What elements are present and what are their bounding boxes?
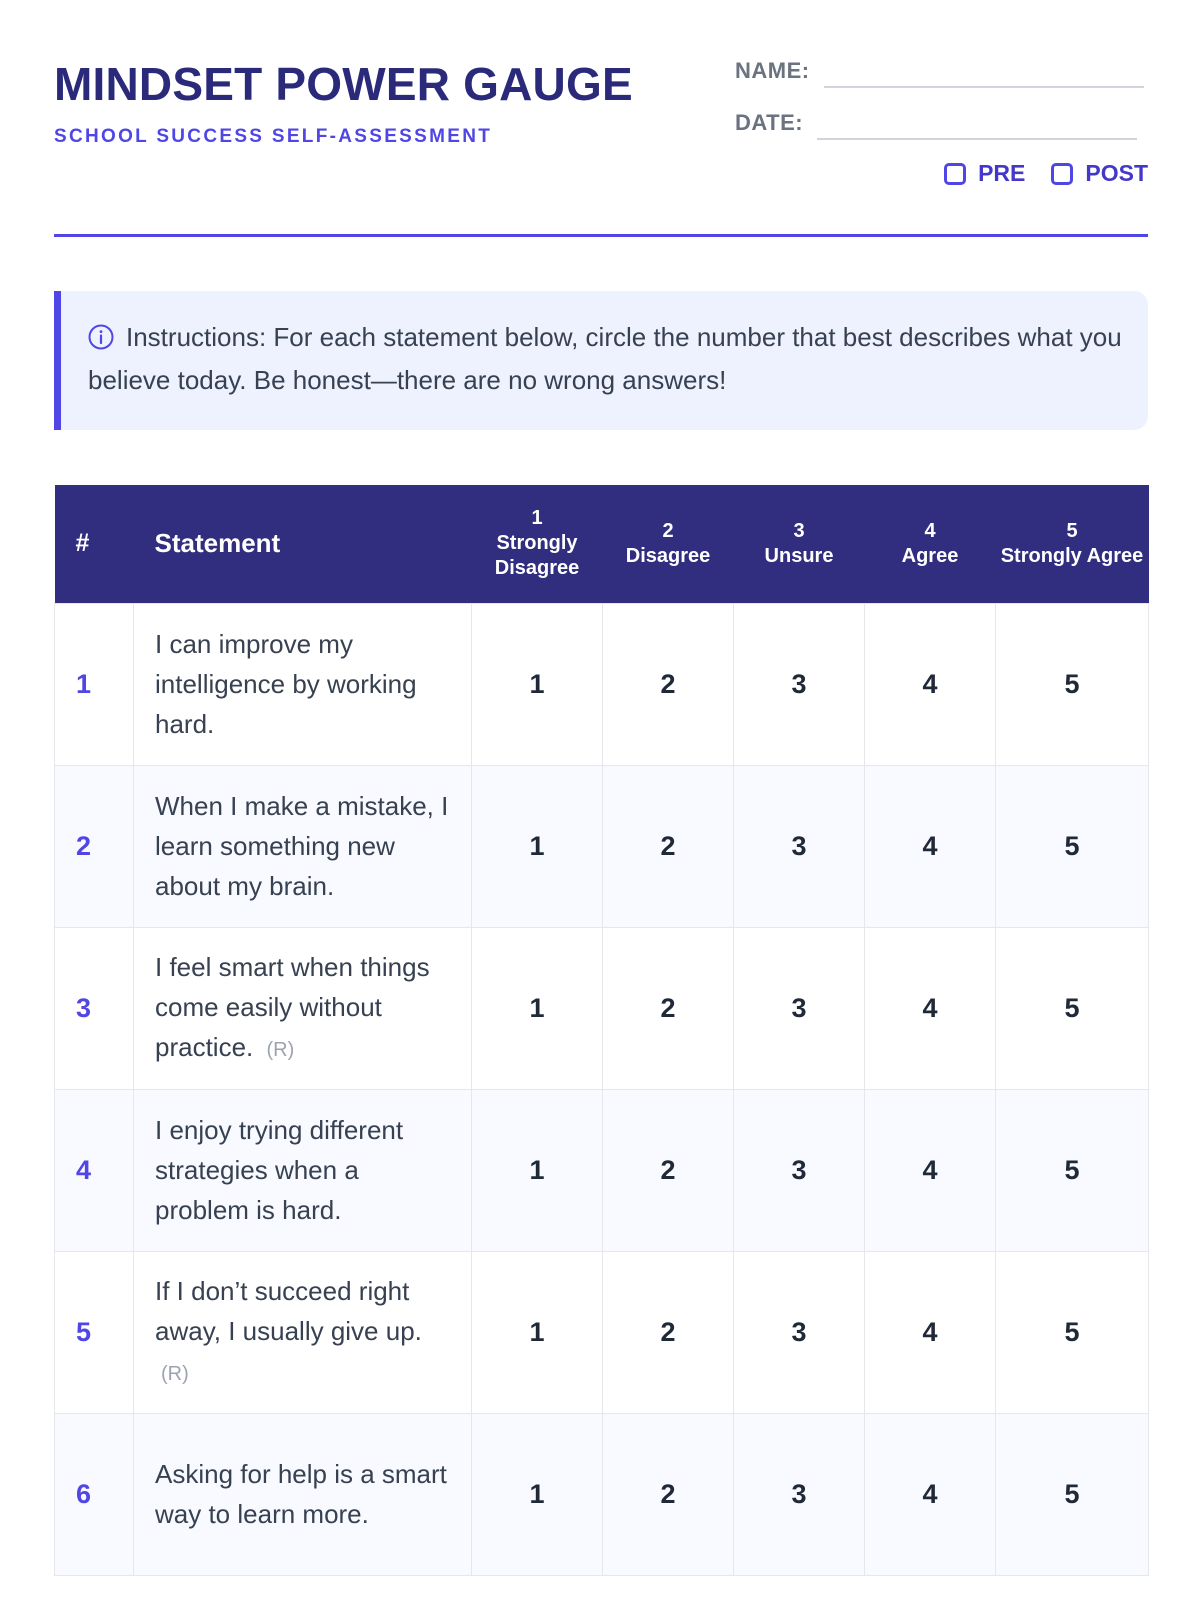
pre-checkbox-label: PRE [978, 160, 1026, 186]
name-field-row [735, 58, 1144, 84]
rating-option-2[interactable]: 2 [603, 603, 734, 765]
header-scale-2 [603, 485, 734, 603]
row-number: 5 [55, 1251, 134, 1413]
table-row [55, 765, 1149, 927]
rating-option-1[interactable]: 1 [472, 1413, 603, 1575]
page-subtitle: SCHOOL SUCCESS SELF-ASSESSMENT [54, 126, 493, 147]
instructions-box [54, 291, 1148, 430]
rating-option-4[interactable]: 4 [865, 1413, 996, 1575]
rating-option-1[interactable]: 1 [472, 1251, 603, 1413]
row-number: 4 [55, 1089, 134, 1251]
table-row [55, 1413, 1149, 1575]
date-label: DATE: [735, 110, 804, 135]
row-statement: I enjoy trying different strategies when a problem is hard. [155, 1115, 404, 1225]
rating-option-2[interactable]: 2 [603, 927, 734, 1089]
header [54, 0, 1148, 238]
table-row [55, 1251, 1149, 1413]
rating-option-3[interactable]: 3 [734, 765, 865, 927]
row-number: 3 [55, 927, 134, 1089]
instructions-text: Instructions: For each statement below, circle the number that best describes what you believe today. Be honest—there are no wrong answers! [88, 322, 1122, 395]
post-checkbox[interactable] [1051, 160, 1148, 187]
scale-value: 1 [531, 507, 543, 530]
rating-option-5[interactable]: 5 [996, 927, 1149, 1089]
rating-option-4[interactable]: 4 [865, 765, 996, 927]
scale-value: 3 [793, 519, 805, 542]
table-row [55, 927, 1149, 1089]
info-circle-icon [88, 324, 114, 350]
reverse-scored-marker: (R) [266, 1038, 295, 1061]
date-field-row [735, 110, 1137, 136]
post-checkbox-label: POST [1085, 160, 1148, 186]
table-header [55, 485, 1149, 603]
rating-option-3[interactable]: 3 [734, 1089, 865, 1251]
rating-option-4[interactable]: 4 [865, 1251, 996, 1413]
row-statement-cell [134, 927, 472, 1089]
rating-option-2[interactable]: 2 [603, 1251, 734, 1413]
row-number: 2 [55, 765, 134, 927]
header-number: # [75, 529, 90, 558]
row-statement-cell [134, 765, 472, 927]
row-statement: Asking for help is a smart way to learn more. [155, 1459, 447, 1529]
rating-option-2[interactable]: 2 [603, 765, 734, 927]
rating-option-5[interactable]: 5 [996, 1251, 1149, 1413]
row-number: 6 [55, 1413, 134, 1575]
rating-option-5[interactable]: 5 [996, 1413, 1149, 1575]
header-scale-5 [996, 485, 1149, 603]
rating-option-3[interactable]: 3 [734, 1251, 865, 1413]
pre-checkbox[interactable] [944, 160, 1025, 187]
row-statement-cell [134, 1251, 472, 1413]
rating-option-4[interactable]: 4 [865, 603, 996, 765]
name-label: NAME: [735, 58, 810, 83]
rating-option-3[interactable]: 3 [734, 603, 865, 765]
row-statement-cell [134, 1413, 472, 1575]
pre-post-checkboxes [944, 160, 1148, 187]
rating-option-1[interactable]: 1 [472, 603, 603, 765]
rating-option-3[interactable]: 3 [734, 1413, 865, 1575]
scale-label: Disagree [625, 544, 711, 567]
row-statement: I feel smart when things come easily without practice. [155, 951, 430, 1062]
date-field[interactable] [817, 138, 1137, 140]
row-statement-cell [134, 1089, 472, 1251]
header-scale-1 [472, 485, 603, 603]
reverse-scored-marker: (R) [161, 1362, 189, 1385]
rating-option-4[interactable]: 4 [865, 927, 996, 1089]
rating-option-5[interactable]: 5 [996, 765, 1149, 927]
rating-option-5[interactable]: 5 [996, 1089, 1149, 1251]
rating-option-3[interactable]: 3 [734, 927, 865, 1089]
post-checkbox-box[interactable] [1051, 163, 1073, 185]
row-statement: When I make a mistake, I learn something new about my brain. [155, 791, 449, 901]
scale-label: Strongly Disagree [494, 532, 580, 580]
rating-option-2[interactable]: 2 [603, 1089, 734, 1251]
row-statement: I can improve my intelligence by working hard. [155, 629, 417, 739]
row-number: 1 [55, 603, 134, 765]
row-statement: If I don’t succeed right away, I usually give up. [155, 1275, 422, 1346]
rating-option-1[interactable]: 1 [472, 765, 603, 927]
header-scale-3 [734, 485, 865, 603]
scale-value: 4 [924, 519, 936, 542]
header-divider [54, 234, 1148, 237]
table-body [55, 603, 1149, 1575]
table-row [55, 603, 1149, 765]
name-field[interactable] [824, 86, 1144, 88]
scale-value: 5 [1066, 519, 1078, 542]
assessment-table [54, 485, 1148, 1576]
header-statement: Statement [154, 528, 281, 559]
scale-value: 2 [662, 519, 674, 542]
pre-checkbox-box[interactable] [944, 163, 966, 185]
page-title: MINDSET POWER GAUGE [54, 58, 633, 110]
rating-option-1[interactable]: 1 [472, 1089, 603, 1251]
rating-option-2[interactable]: 2 [603, 1413, 734, 1575]
rating-option-5[interactable]: 5 [996, 603, 1149, 765]
rating-option-4[interactable]: 4 [865, 1089, 996, 1251]
scale-label: Agree [901, 544, 959, 567]
header-scale-4 [865, 485, 996, 603]
row-statement-cell [134, 603, 472, 765]
assessment-page [54, 0, 1148, 1529]
table-row [55, 1089, 1149, 1251]
scale-label: Strongly Agree [1000, 544, 1144, 567]
rating-option-1[interactable]: 1 [472, 927, 603, 1089]
scale-label: Unsure [764, 544, 834, 567]
